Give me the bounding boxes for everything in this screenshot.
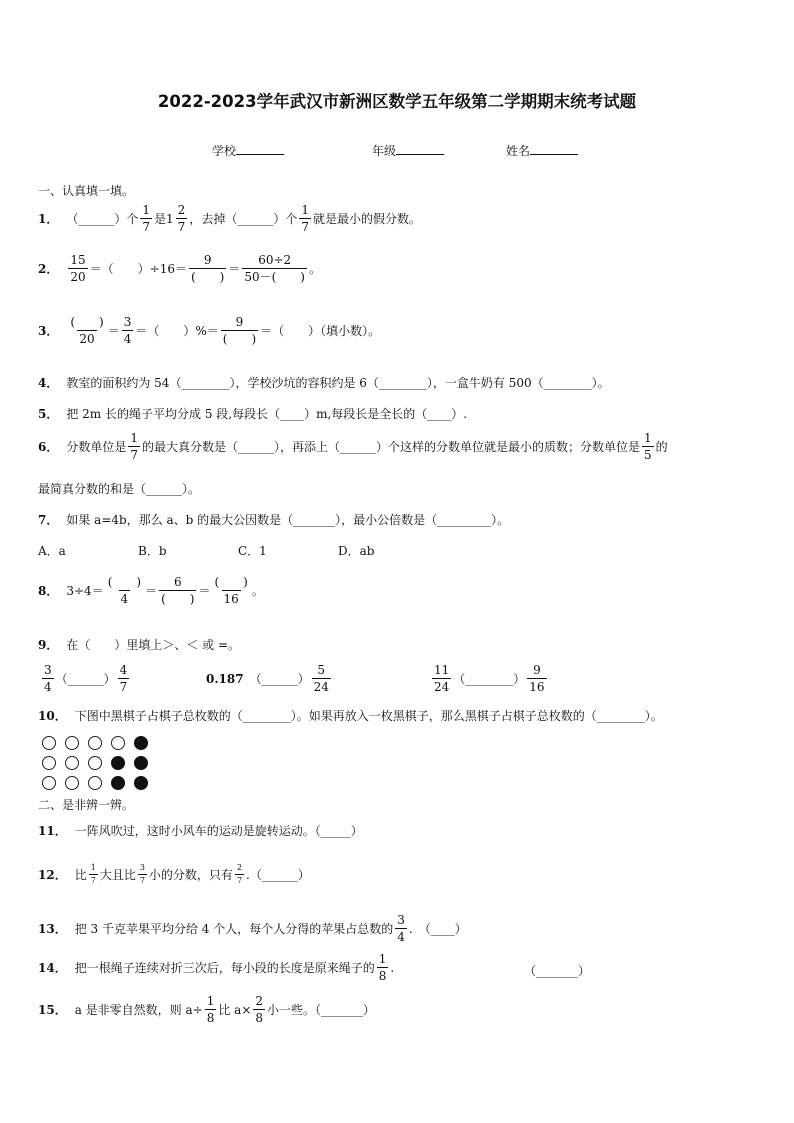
fraction: $\frac{5}{24}$ xyxy=(313,663,329,694)
question-7: 7． 如果 a=4b，那么 a、b 的最大公因数是（_______），最小公倍数是（_________）。 xyxy=(38,513,510,527)
black-stone xyxy=(134,776,148,790)
question-6-line-2: 最简真分数的和是（______）。 xyxy=(38,482,201,496)
q9-compare-c: $\frac{11}{24}$ （________） $\frac{9}{16}$ xyxy=(434,663,545,694)
grade-blank xyxy=(396,142,444,155)
fraction: $\frac{3}{4}$ xyxy=(397,913,405,944)
fraction: $\frac{6}{( )}$ xyxy=(161,575,195,606)
white-stone xyxy=(111,736,125,750)
fraction: $\frac{3}{7}$ xyxy=(139,863,145,885)
name-label: 姓名 xyxy=(506,144,531,158)
fraction: $\frac{1}{8}$ xyxy=(378,952,387,983)
fraction: $\frac{3}{4}$ xyxy=(44,663,52,694)
black-stone xyxy=(111,756,125,770)
option-a: A．a xyxy=(38,544,66,558)
fraction: $\frac{4}{7}$ xyxy=(119,663,128,694)
question-1: 1． （______）个 $\frac{1}{7}$ 是 1 $\frac{2}{7}$ ，去掉（______）个 $\frac{1}{7}$ 就是最小的假分数。 xyxy=(38,203,421,234)
black-stone xyxy=(134,736,148,750)
question-8: 8． 3÷4＝ $\frac{( )}{4}$ ＝ $\frac{6}{( )}$ ＝ $\frac{( )}{16}$ 。 xyxy=(38,575,264,606)
fraction: $\frac{( )}{20}$ xyxy=(70,315,104,346)
q9-compare-a: $\frac{3}{4}$ （______） $\frac{4}{7}$ xyxy=(44,663,128,694)
question-3: 3． $\frac{( )}{20}$ ＝ $\frac{3}{4}$ ＝（ ）%＝ $\frac{9}{( )}$ ＝（ ）（填小数）。 xyxy=(38,315,381,346)
school-label: 学校 xyxy=(212,144,237,158)
question-4: 4． 教室的面积约为 54（________），学校沙坑的容积约是 6（________），一盒牛奶有 500（________）。 xyxy=(38,376,610,390)
question-14: 14． 把一根绳子连续对折三次后，每小段的长度是原来绳子的 $\frac{1}{8}$ . xyxy=(38,952,395,983)
option-b: B．b xyxy=(138,544,167,558)
fraction: $\frac{9}{( )}$ xyxy=(222,315,257,346)
option-c: C．1 xyxy=(238,544,267,558)
fraction: $\frac{1}{7}$ xyxy=(90,863,96,885)
question-12: 12． 比 $\frac{1}{7}$ 大且比 $\frac{3}{7}$ 小的分数，只有 $\frac{2}{7}$ .（______） xyxy=(38,863,310,885)
section-2-heading: 二、是非辨一辨。 xyxy=(38,798,135,812)
fraction: $\frac{60\div 2}{50-( )}$ xyxy=(244,253,305,284)
white-stone xyxy=(88,756,102,770)
fraction: $\frac{1}{7}$ xyxy=(301,203,309,234)
white-stone xyxy=(42,776,56,790)
fraction: $\frac{( )}{16}$ xyxy=(214,575,248,606)
question-9: 9． 在（ ）里填上＞、＜ 或 =。 xyxy=(38,638,241,652)
fraction: $\frac{11}{24}$ xyxy=(434,663,450,694)
question-11: 11． 一阵风吹过，这时小风车的运动是旋转运动。（_____） xyxy=(38,824,363,838)
fraction: $\frac{( )}{4}$ xyxy=(107,575,142,606)
fraction: $\frac{2}{8}$ xyxy=(255,994,264,1025)
name-field xyxy=(506,142,578,159)
white-stone xyxy=(65,776,79,790)
fraction: $\frac{3}{4}$ xyxy=(123,315,132,346)
fraction: $\frac{1}{7}$ xyxy=(130,431,139,462)
section-1-heading: 一、认真填一填。 xyxy=(38,184,135,198)
grade-field xyxy=(372,142,444,159)
white-stone xyxy=(65,736,79,750)
q9-compare-b: 0.187 （______） $\frac{5}{24}$ xyxy=(206,663,329,694)
grade-label: 年级 xyxy=(372,144,397,158)
white-stone xyxy=(65,756,79,770)
black-stone xyxy=(111,776,125,790)
fraction: $\frac{9}{( )}$ xyxy=(190,253,225,284)
fraction: $\frac{15}{20}$ xyxy=(70,253,86,284)
white-stone xyxy=(42,736,56,750)
page-title: 2022-2023学年武汉市新洲区数学五年级第二学期期末统考试题 xyxy=(157,92,637,111)
fraction: $\frac{1}{8}$ xyxy=(206,994,215,1025)
question-10: 10． 下图中黑棋子占棋子总枚数的（________）。如果再放入一枚黑棋子，那么黑棋子占棋子总枚数的（________）。 xyxy=(38,709,663,723)
question-6: 6． 分数单位是 $\frac{1}{7}$ 的最大真分数是（______），再添上（______）个这样的分数单位就是最小的质数；分数单位是 $\frac{1}{5}$ 的 xyxy=(38,431,668,462)
option-d: D．ab xyxy=(338,544,375,558)
fraction: $\frac{9}{16}$ xyxy=(529,663,545,694)
white-stone xyxy=(42,756,56,770)
school-field xyxy=(212,142,284,159)
white-stone xyxy=(88,736,102,750)
question-7-options xyxy=(38,542,438,559)
question-5: 5． 把 2m 长的绳子平均分成 5 段,每段长（____）m,每段长是全长的（____）. xyxy=(38,407,468,421)
name-blank xyxy=(530,142,578,155)
fraction: $\frac{2}{7}$ xyxy=(177,203,186,234)
question-15: 15． a 是非零自然数，则 a÷ $\frac{1}{8}$ 比 a× $\frac{2}{8}$ 小一些。（_______） xyxy=(38,994,376,1025)
fraction: $\frac{1}{5}$ xyxy=(644,431,652,462)
fraction: $\frac{1}{7}$ xyxy=(142,203,151,234)
white-stone xyxy=(88,776,102,790)
question-13: 13． 把 3 千克苹果平均分给 4 个人，每个人分得的苹果占总数的 $\frac{3}{4}$ . （____） xyxy=(38,913,467,944)
black-stone xyxy=(134,756,148,770)
fraction: $\frac{2}{7}$ xyxy=(236,863,243,885)
question-14-blank: （_______） xyxy=(524,964,591,978)
question-2: 2． $\frac{15}{20}$ ＝（ ）÷16＝ $\frac{9}{( )}$ ＝ $\frac{60\div 2}{50-( )}$ 。 xyxy=(38,253,322,284)
school-blank xyxy=(236,142,284,155)
